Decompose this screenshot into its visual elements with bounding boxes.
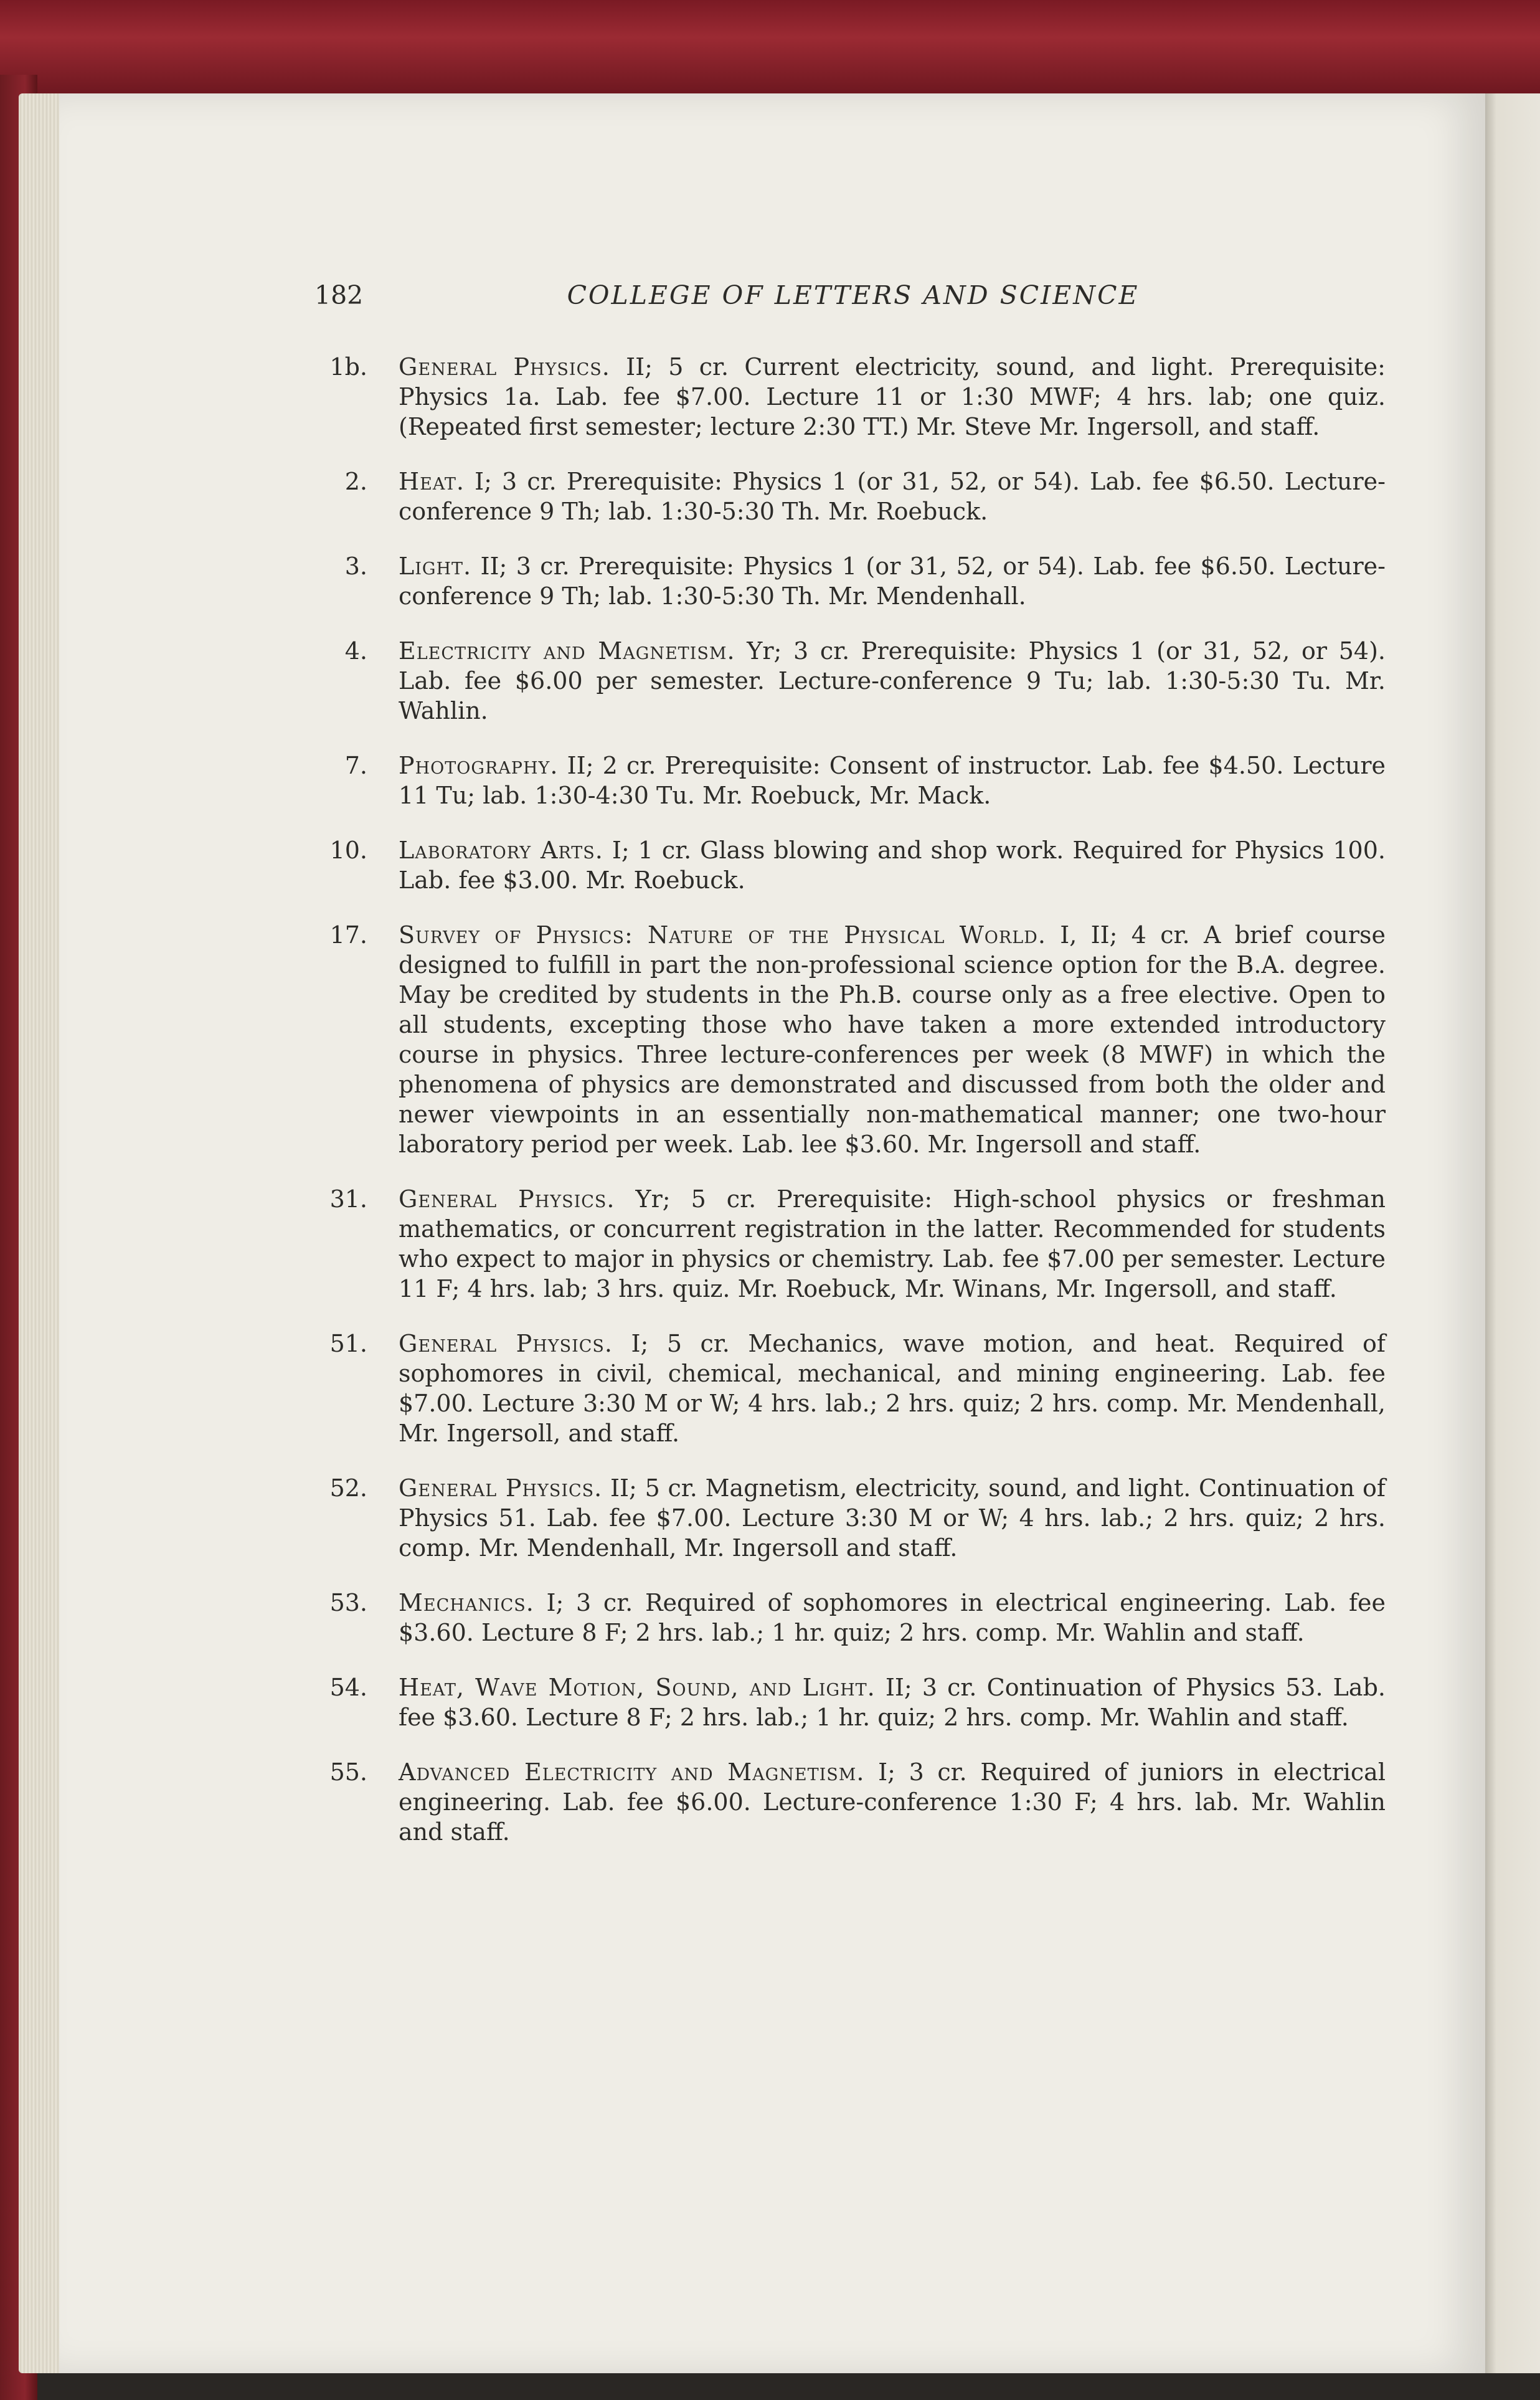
course-number: 52. (329, 1474, 367, 1502)
course-description: II; 3 cr. Continuation of Physics 53. Lab. fee $3.60. Lecture 8 F; 2 hrs. lab.; 1 hr. quiz; 2 hrs. comp. Mr. Wahlin and staff. (399, 1674, 1386, 1731)
course-title: Survey of Physics: Nature of the Physical World. (399, 921, 1046, 949)
facing-page-edge (1485, 93, 1540, 2373)
course-title: Heat. (399, 468, 465, 495)
course-number: 3. (344, 553, 367, 580)
course-description: I, II; 4 cr. A brief course designed to fulfill in part the non-professional science option for the B.A. degree. May be credited by students in the Ph.B. course only as a free elective. Open to all students, excepting those who have taken a more extended introductory course in physics. Three lecture-conferences per week (8 MWF) in which the phenomena of physics are demonstrated and discussed from both the older and newer viewpoints in an essentially non-mathematical manner; one two-hour laboratory period per week. Lab. lee $3.60. Mr. Ingersoll and staff. (399, 921, 1386, 1158)
course-title: General Physics. (399, 1330, 613, 1357)
course-entry (308, 751, 1386, 810)
course-number: 17. (329, 921, 367, 949)
course-title: Mechanics. (399, 1589, 534, 1616)
course-description: I; 3 cr. Required of juniors in electrical engineering. Lab. fee $6.00. Lecture-conference 1:30 F; 4 hrs. lab. Mr. Wahlin and staff. (399, 1758, 1386, 1846)
course-entry (308, 1329, 1386, 1448)
course-entry (308, 636, 1386, 726)
course-entry (308, 1588, 1386, 1648)
course-title: Heat, Wave Motion, Sound, and Light. (399, 1674, 876, 1701)
course-entry (308, 1184, 1386, 1304)
course-description: Yr; 3 cr. Prerequisite: Physics 1 (or 31, 52, or 54). Lab. fee $6.00 per semester. Lecture-conference 9 Tu; lab. 1:30-5:30 Tu. Mr. Wahlin. (399, 637, 1386, 724)
course-number: 10. (329, 837, 367, 864)
course-title: Advanced Electricity and Magnetism. (399, 1758, 865, 1786)
page-header (314, 280, 1386, 318)
course-title: General Physics. (399, 1474, 603, 1502)
course-number: 1b. (329, 353, 367, 381)
course-number: 51. (329, 1330, 367, 1357)
course-number: 54. (329, 1674, 367, 1701)
course-description: Yr; 5 cr. Prerequisite: High-school physics or freshman mathematics, or concurrent registration in the latter. Recommended for students who expect to major in physics or chemistry. Lab. fee $7.00 per semester. Lecture 11 F; 4 hrs. lab; 3 hrs. quiz. Mr. Roebuck, Mr. Winans, Mr. Ingersoll, and staff. (399, 1185, 1386, 1302)
course-number: 31. (329, 1185, 367, 1213)
course-entry (308, 920, 1386, 1159)
course-number: 7. (344, 752, 367, 779)
course-entry (308, 467, 1386, 526)
course-description: II; 3 cr. Prerequisite: Physics 1 (or 31, 52, or 54). Lab. fee $6.50. Lecture-conference 9 Th; lab. 1:30-5:30 Th. Mr. Mendenhall. (399, 553, 1386, 610)
course-number: 2. (344, 468, 367, 495)
course-entry (308, 352, 1386, 442)
course-number: 4. (344, 637, 367, 665)
course-description: I; 3 cr. Required of sophomores in electrical engineering. Lab. fee $3.60. Lecture 8 F; 2 hrs. lab.; 1 hr. quiz; 2 hrs. comp. Mr. Wahlin and staff. (399, 1589, 1386, 1646)
course-title: General Physics. (399, 353, 610, 381)
course-entry (308, 1672, 1386, 1732)
course-title: Photography. (399, 752, 559, 779)
course-entry (308, 835, 1386, 895)
course-title: Light. (399, 553, 472, 580)
course-title: General Physics. (399, 1185, 615, 1213)
page-number: 182 (314, 280, 364, 310)
course-list (308, 352, 1386, 1872)
running-title: COLLEGE OF LETTERS AND SCIENCE (567, 280, 1140, 310)
course-description: I; 1 cr. Glass blowing and shop work. Required for Physics 100. Lab. fee $3.00. Mr. Roebuck. (399, 837, 1386, 894)
course-title: Electricity and Magnetism. (399, 637, 735, 665)
course-number: 55. (329, 1758, 367, 1786)
course-description: II; 5 cr. Magnetism, electricity, sound, and light. Continuation of Physics 51. Lab. fee $7.00. Lecture 3:30 M or W; 4 hrs. lab.; 2 hrs. quiz; 2 hrs. comp. Mr. Mendenhall, Mr. Ingersoll and staff. (399, 1474, 1386, 1562)
course-number: 53. (329, 1589, 367, 1616)
course-entry (308, 1473, 1386, 1563)
course-entry (308, 551, 1386, 611)
course-description: I; 3 cr. Prerequisite: Physics 1 (or 31, 52, or 54). Lab. fee $6.50. Lecture-conference 9 Th; lab. 1:30-5:30 Th. Mr. Roebuck. (399, 468, 1386, 525)
course-entry (308, 1757, 1386, 1847)
course-description: I; 5 cr. Mechanics, wave motion, and heat. Required of sophomores in civil, chemical, mechanical, and mining engineering. Lab. fee $7.00. Lecture 3:30 M or W; 4 hrs. lab.; 2 hrs. quiz; 2 hrs. comp. Mr. Mendenhall, Mr. Ingersoll, and staff. (399, 1330, 1386, 1447)
course-description: II; 2 cr. Prerequisite: Consent of instructor. Lab. fee $4.50. Lecture 11 Tu; lab. 1:30-4:30 Tu. Mr. Roebuck, Mr. Mack. (399, 752, 1386, 809)
course-description: II; 5 cr. Current electricity, sound, and light. Prerequisite: Physics 1a. Lab. fee $7.00. Lecture 11 or 1:30 MWF; 4 hrs. lab; one quiz. (Repeated first semester; lecture 2:30 TT.) Mr. Steve Mr. Ingersoll, and staff. (399, 353, 1386, 440)
course-title: Laboratory Arts. (399, 837, 603, 864)
